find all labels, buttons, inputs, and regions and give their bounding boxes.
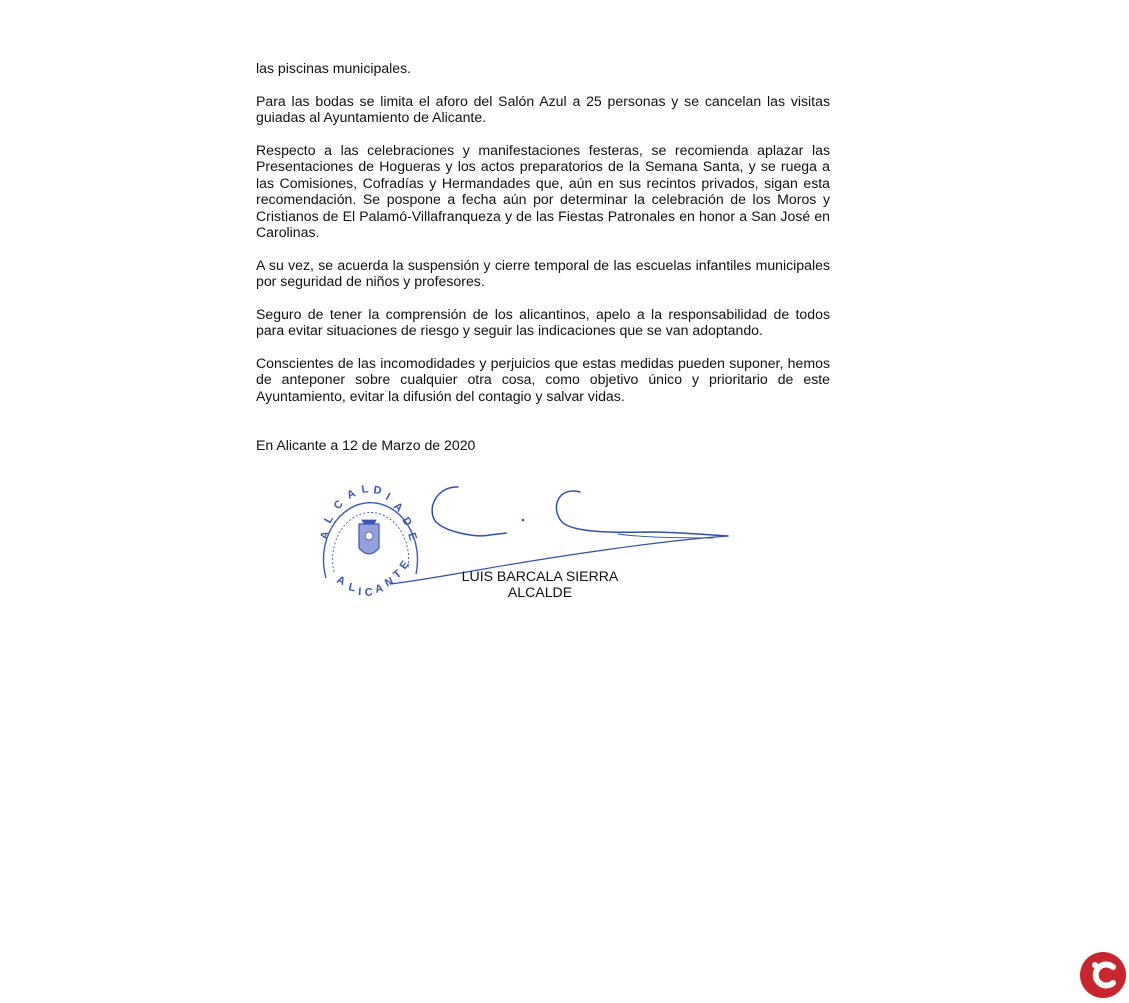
svg-text:L: L <box>360 483 370 496</box>
svg-text:C: C <box>331 498 346 513</box>
paragraph-responsibility: Seguro de tener la comprensión de los alicantinos, apelo a la responsabilidad de todos para evitar situaciones de riesgo y seguir las indicaciones que se van adoptando. <box>256 306 830 339</box>
paragraph-conclusion: Conscientes de las incomodidades y perjuicios que estas medidas pueden suponer, hemos de anteponer sobre cualquier otra cosa, como objetivo único y prioritario de este Ayuntamiento, evitar la difusión del contagio y salvar vidas. <box>256 355 830 404</box>
svg-text:T: T <box>391 567 405 582</box>
svg-text:A: A <box>318 529 332 541</box>
svg-text:A: A <box>390 500 405 515</box>
paragraph-festivities: Respecto a las celebraciones y manifestaciones festeras, se recomienda aplazar las Presentaciones de Hogueras y los actos preparatorios de la Semana Santa, y se ruega a las Comisiones, Cofradías y Hermandades que, aún en sus recintos privados, sigan esta recomendación. Se pospone a fecha aún por determinar la celebración de los Moros y Cristianos de El Palamó-Villafranqueza y de las Fiestas Patronales en honor a San José en Carolinas. <box>256 142 830 241</box>
svg-text:L: L <box>347 581 357 595</box>
svg-text:E: E <box>405 531 419 542</box>
svg-text:A: A <box>334 573 348 589</box>
signer-name: LUIS BARCALA SIERRA <box>461 568 619 584</box>
svg-text:D: D <box>399 515 414 529</box>
svg-text:E: E <box>397 558 412 572</box>
svg-text:I: I <box>357 586 362 599</box>
svg-text:A: A <box>345 487 358 502</box>
signer-title: ALCALDE <box>507 584 573 600</box>
paragraph-schools: A su vez, se acuerda la suspensión y cierre temporal de las escuelas infantiles municipales por seguridad de niños y profesores. <box>256 257 830 290</box>
svg-text:A: A <box>373 582 385 596</box>
paragraph-weddings: Para las bodas se limita el aforo del Salón Azul a 25 personas y se cancelan las visitas guiadas al Ayuntamiento de Alicante. <box>256 93 830 126</box>
ic-logo-icon <box>1080 952 1126 998</box>
svg-text:I: I <box>383 491 392 504</box>
svg-text:D: D <box>372 484 383 498</box>
svg-text:N: N <box>383 575 396 590</box>
svg-text:L: L <box>322 513 336 526</box>
paragraph-pools: las piscinas municipales. <box>256 60 412 76</box>
svg-text:C: C <box>364 586 374 599</box>
date-line: En Alicante a 12 de Marzo de 2020 <box>256 437 476 453</box>
